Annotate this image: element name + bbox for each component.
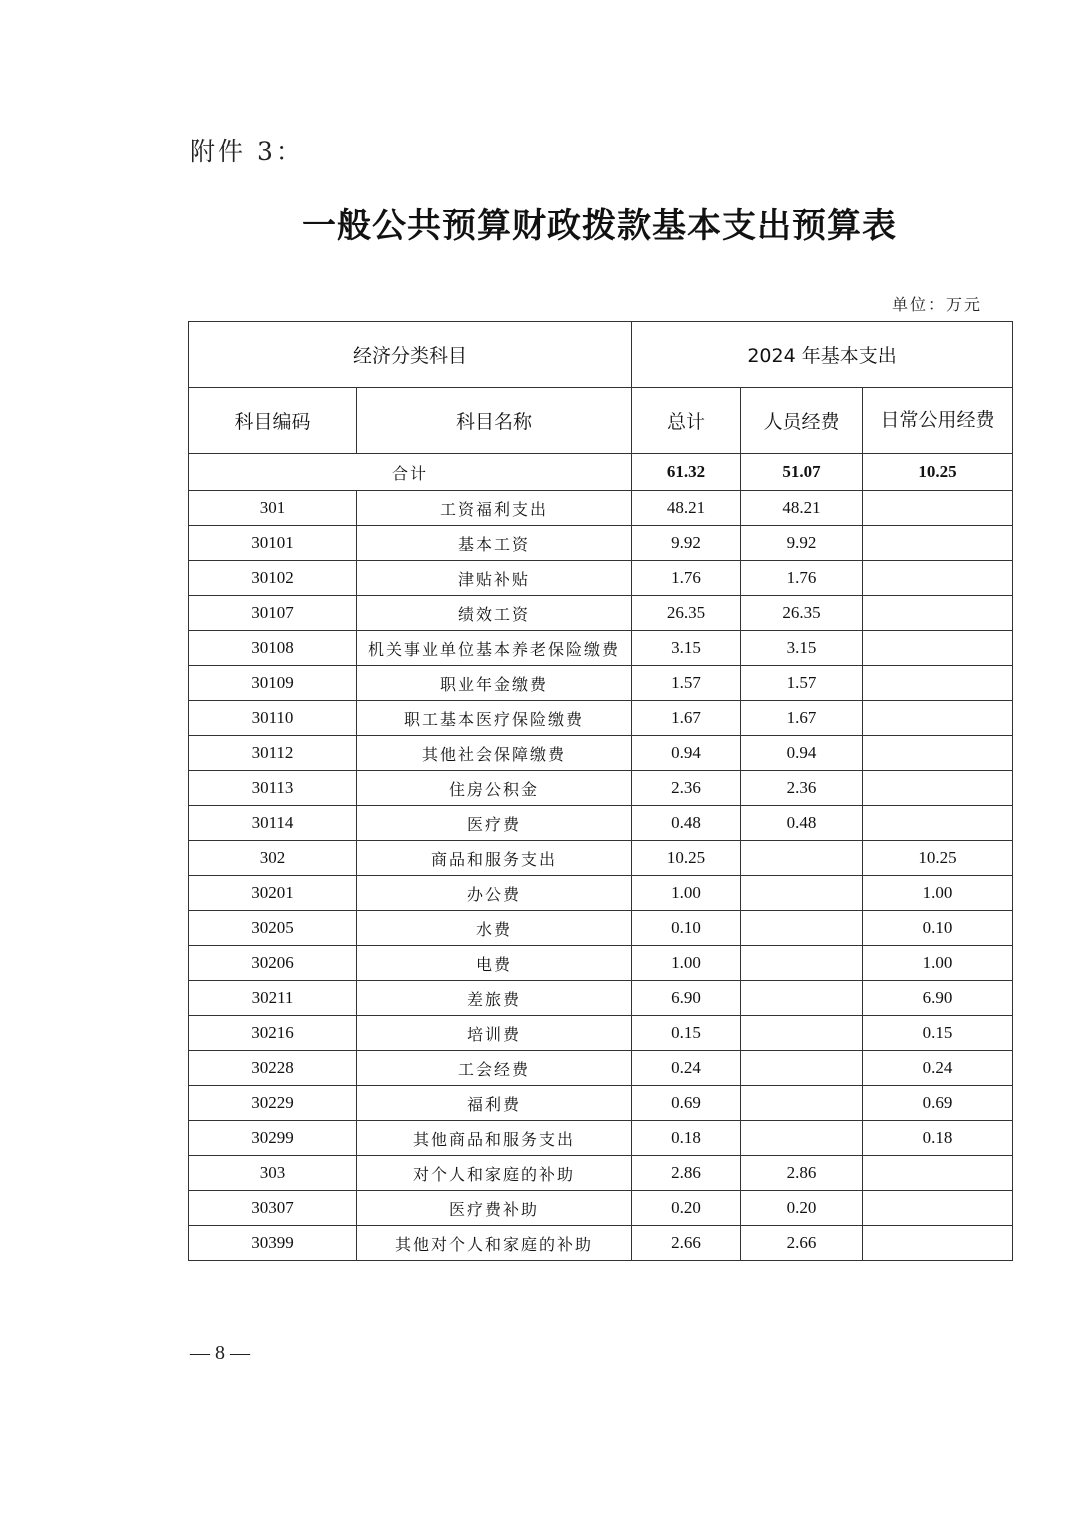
budget-table bbox=[188, 321, 1013, 1261]
cell-public bbox=[863, 526, 1013, 561]
cell-public: 0.10 bbox=[863, 911, 1013, 946]
cell-name: 工资福利支出 bbox=[357, 491, 632, 526]
table-row bbox=[189, 1121, 1013, 1156]
cell-personnel: 2.36 bbox=[741, 771, 863, 806]
cell-name: 津贴补贴 bbox=[357, 561, 632, 596]
budget-table-body bbox=[189, 322, 1013, 1261]
table-row bbox=[189, 876, 1013, 911]
cell-code: 30112 bbox=[189, 736, 357, 771]
cell-code: 30110 bbox=[189, 701, 357, 736]
cell-total: 0.94 bbox=[632, 736, 741, 771]
cell-total: 1.57 bbox=[632, 666, 741, 701]
table-row bbox=[189, 1226, 1013, 1261]
cell-code: 30107 bbox=[189, 596, 357, 631]
cell-total: 0.15 bbox=[632, 1016, 741, 1051]
cell-name: 培训费 bbox=[357, 1016, 632, 1051]
cell-public bbox=[863, 631, 1013, 666]
document-title-text: 一般公共预算财政拨款基本支出预算表 bbox=[302, 206, 897, 246]
cell-total: 1.67 bbox=[632, 701, 741, 736]
cell-code: 30211 bbox=[189, 981, 357, 1016]
cell-total: 1.00 bbox=[632, 876, 741, 911]
unit-label: 单位：万元 bbox=[891, 295, 982, 314]
cell-personnel: 48.21 bbox=[741, 491, 863, 526]
attachment-label: 附件 3： bbox=[190, 137, 304, 166]
cell-total: 10.25 bbox=[632, 841, 741, 876]
cell-personnel: 1.57 bbox=[741, 666, 863, 701]
cell-personnel: 1.67 bbox=[741, 701, 863, 736]
total-total: 61.32 bbox=[632, 454, 741, 491]
cell-name: 福利费 bbox=[357, 1086, 632, 1121]
cell-total: 26.35 bbox=[632, 596, 741, 631]
cell-name: 机关事业单位基本养老保险缴费 bbox=[357, 631, 632, 666]
table-row bbox=[189, 1051, 1013, 1086]
cell-personnel: 2.86 bbox=[741, 1156, 863, 1191]
header-row-group bbox=[189, 322, 1013, 388]
cell-name: 办公费 bbox=[357, 876, 632, 911]
header-personnel: 人员经费 bbox=[741, 388, 863, 454]
table-row bbox=[189, 701, 1013, 736]
cell-code: 30101 bbox=[189, 526, 357, 561]
cell-total: 2.66 bbox=[632, 1226, 741, 1261]
cell-name: 其他商品和服务支出 bbox=[357, 1121, 632, 1156]
cell-name: 住房公积金 bbox=[357, 771, 632, 806]
cell-total: 0.18 bbox=[632, 1121, 741, 1156]
header-total: 总计 bbox=[632, 388, 741, 454]
cell-personnel bbox=[741, 876, 863, 911]
cell-public: 10.25 bbox=[863, 841, 1013, 876]
cell-total: 1.76 bbox=[632, 561, 741, 596]
cell-name: 职业年金缴费 bbox=[357, 666, 632, 701]
page-number: — 8 — bbox=[190, 1342, 250, 1364]
table-row bbox=[189, 561, 1013, 596]
cell-personnel: 2.66 bbox=[741, 1226, 863, 1261]
cell-public bbox=[863, 736, 1013, 771]
table-row bbox=[189, 666, 1013, 701]
table-row bbox=[189, 1086, 1013, 1121]
table-row bbox=[189, 841, 1013, 876]
cell-total: 0.48 bbox=[632, 806, 741, 841]
table-row bbox=[189, 911, 1013, 946]
cell-code: 30307 bbox=[189, 1191, 357, 1226]
total-label: 合计 bbox=[189, 454, 632, 491]
cell-public bbox=[863, 596, 1013, 631]
cell-public: 0.24 bbox=[863, 1051, 1013, 1086]
cell-total: 1.00 bbox=[632, 946, 741, 981]
table-row bbox=[189, 491, 1013, 526]
cell-code: 30206 bbox=[189, 946, 357, 981]
cell-name: 工会经费 bbox=[357, 1051, 632, 1086]
table-row bbox=[189, 1156, 1013, 1191]
cell-code: 30205 bbox=[189, 911, 357, 946]
cell-code: 30108 bbox=[189, 631, 357, 666]
cell-public: 0.18 bbox=[863, 1121, 1013, 1156]
header-row-columns bbox=[189, 388, 1013, 454]
cell-personnel bbox=[741, 946, 863, 981]
cell-personnel: 9.92 bbox=[741, 526, 863, 561]
cell-name: 差旅费 bbox=[357, 981, 632, 1016]
cell-code: 30201 bbox=[189, 876, 357, 911]
cell-personnel: 0.20 bbox=[741, 1191, 863, 1226]
table-row bbox=[189, 981, 1013, 1016]
cell-personnel bbox=[741, 1086, 863, 1121]
cell-public bbox=[863, 806, 1013, 841]
cell-code: 301 bbox=[189, 491, 357, 526]
table-row bbox=[189, 736, 1013, 771]
cell-name: 对个人和家庭的补助 bbox=[357, 1156, 632, 1191]
cell-name: 其他社会保障缴费 bbox=[357, 736, 632, 771]
cell-name: 水费 bbox=[357, 911, 632, 946]
cell-code: 30228 bbox=[189, 1051, 357, 1086]
cell-name: 职工基本医疗保险缴费 bbox=[357, 701, 632, 736]
cell-personnel: 1.76 bbox=[741, 561, 863, 596]
cell-code: 30216 bbox=[189, 1016, 357, 1051]
table-row bbox=[189, 631, 1013, 666]
cell-public bbox=[863, 1226, 1013, 1261]
cell-name: 基本工资 bbox=[357, 526, 632, 561]
cell-personnel: 0.94 bbox=[741, 736, 863, 771]
cell-code: 30113 bbox=[189, 771, 357, 806]
total-row bbox=[189, 454, 1013, 491]
cell-code: 30299 bbox=[189, 1121, 357, 1156]
cell-total: 2.86 bbox=[632, 1156, 741, 1191]
cell-total: 0.24 bbox=[632, 1051, 741, 1086]
cell-code: 30109 bbox=[189, 666, 357, 701]
cell-name: 其他对个人和家庭的补助 bbox=[357, 1226, 632, 1261]
header-economic-category: 经济分类科目 bbox=[189, 322, 632, 388]
cell-total: 0.10 bbox=[632, 911, 741, 946]
table-row bbox=[189, 946, 1013, 981]
cell-total: 0.20 bbox=[632, 1191, 741, 1226]
cell-personnel bbox=[741, 911, 863, 946]
cell-personnel: 3.15 bbox=[741, 631, 863, 666]
header-basic-expenditure: 2024 年基本支出 bbox=[632, 322, 1013, 388]
cell-public: 1.00 bbox=[863, 946, 1013, 981]
cell-total: 3.15 bbox=[632, 631, 741, 666]
table-row bbox=[189, 1016, 1013, 1051]
cell-personnel: 0.48 bbox=[741, 806, 863, 841]
cell-public bbox=[863, 1191, 1013, 1226]
table-row bbox=[189, 806, 1013, 841]
cell-personnel bbox=[741, 1121, 863, 1156]
header-name: 科目名称 bbox=[357, 388, 632, 454]
cell-public: 6.90 bbox=[863, 981, 1013, 1016]
header-code: 科目编码 bbox=[189, 388, 357, 454]
cell-code: 30114 bbox=[189, 806, 357, 841]
cell-name: 绩效工资 bbox=[357, 596, 632, 631]
table-row bbox=[189, 771, 1013, 806]
cell-code: 30229 bbox=[189, 1086, 357, 1121]
cell-public bbox=[863, 561, 1013, 596]
cell-public bbox=[863, 771, 1013, 806]
cell-public bbox=[863, 1156, 1013, 1191]
cell-total: 6.90 bbox=[632, 981, 741, 1016]
cell-code: 30399 bbox=[189, 1226, 357, 1261]
total-public: 10.25 bbox=[863, 454, 1013, 491]
cell-total: 9.92 bbox=[632, 526, 741, 561]
cell-public: 0.69 bbox=[863, 1086, 1013, 1121]
cell-name: 医疗费 bbox=[357, 806, 632, 841]
cell-total: 2.36 bbox=[632, 771, 741, 806]
cell-personnel bbox=[741, 981, 863, 1016]
document-title bbox=[0, 198, 1074, 247]
cell-total: 48.21 bbox=[632, 491, 741, 526]
table-row bbox=[189, 596, 1013, 631]
cell-public bbox=[863, 491, 1013, 526]
table-row bbox=[189, 526, 1013, 561]
cell-name: 商品和服务支出 bbox=[357, 841, 632, 876]
cell-public: 0.15 bbox=[863, 1016, 1013, 1051]
cell-code: 303 bbox=[189, 1156, 357, 1191]
cell-personnel bbox=[741, 1016, 863, 1051]
cell-personnel: 26.35 bbox=[741, 596, 863, 631]
cell-total: 0.69 bbox=[632, 1086, 741, 1121]
total-personnel: 51.07 bbox=[741, 454, 863, 491]
cell-name: 电费 bbox=[357, 946, 632, 981]
header-public: 日常公用经费 bbox=[863, 388, 1013, 454]
cell-name: 医疗费补助 bbox=[357, 1191, 632, 1226]
cell-code: 30102 bbox=[189, 561, 357, 596]
cell-public bbox=[863, 666, 1013, 701]
cell-public bbox=[863, 701, 1013, 736]
cell-personnel bbox=[741, 1051, 863, 1086]
cell-code: 302 bbox=[189, 841, 357, 876]
cell-public: 1.00 bbox=[863, 876, 1013, 911]
cell-personnel bbox=[741, 841, 863, 876]
table-row bbox=[189, 1191, 1013, 1226]
